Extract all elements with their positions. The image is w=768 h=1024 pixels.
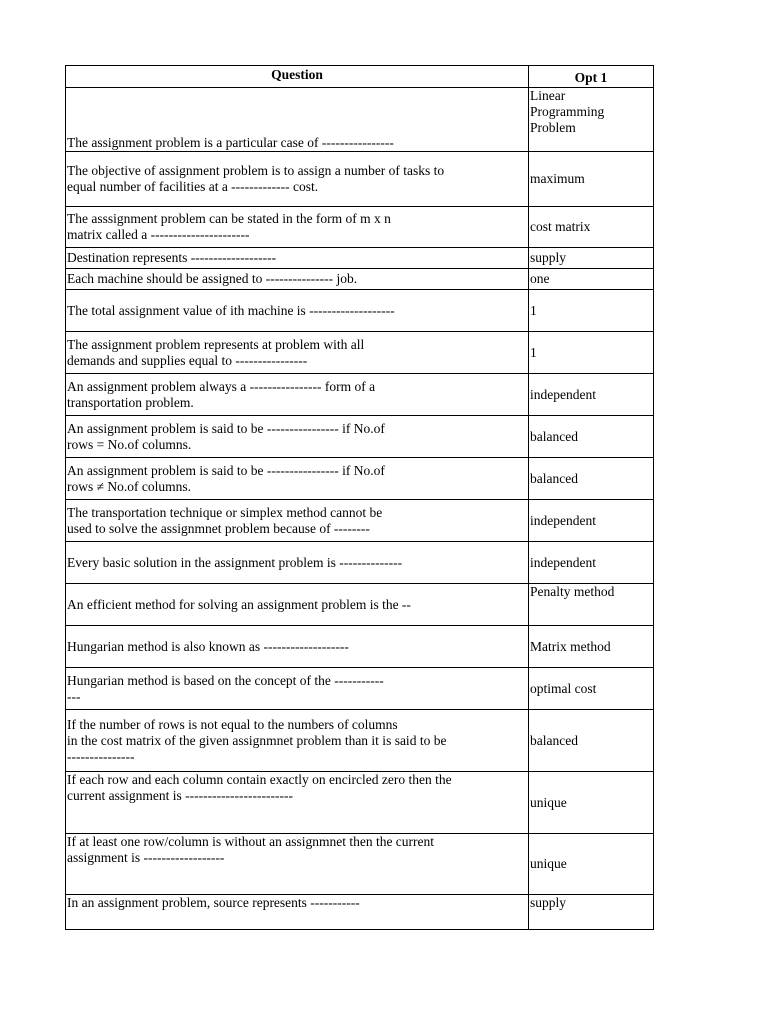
table-row (66, 269, 654, 290)
table-row (66, 374, 654, 416)
option-cell: supply (529, 895, 654, 930)
table-row (66, 416, 654, 458)
header-row (66, 66, 654, 88)
table-row (66, 152, 654, 207)
table-row (66, 290, 654, 332)
question-cell: If each row and each column contain exactly on encircled zero then the current assignment is ------------------------ (66, 772, 529, 834)
question-cell: The objective of assignment problem is to assign a number of tasks to equal number of facilities at a ------------- cost. (66, 152, 529, 207)
question-cell: Each machine should be assigned to --------------- job. (66, 269, 529, 290)
table-row (66, 542, 654, 584)
option-cell: independent (529, 542, 654, 584)
question-cell: Destination represents ------------------- (66, 248, 529, 269)
question-cell: The asssignment problem can be stated in the form of m x n matrix called a ---------------------- (66, 207, 529, 248)
table-row (66, 248, 654, 269)
table-row (66, 458, 654, 500)
table-row (66, 772, 654, 834)
option-cell: cost matrix (529, 207, 654, 248)
option-cell: optimal cost (529, 668, 654, 710)
option-cell: independent (529, 500, 654, 542)
question-cell: The transportation technique or simplex method cannot be used to solve the assignmnet problem because of -------- (66, 500, 529, 542)
option-cell: Penalty method (529, 584, 654, 626)
table-row (66, 710, 654, 772)
table-row (66, 668, 654, 710)
table-row (66, 895, 654, 930)
option-cell: Matrix method (529, 626, 654, 668)
table-row (66, 207, 654, 248)
option-cell: independent (529, 374, 654, 416)
table-row (66, 584, 654, 626)
question-header: Question (66, 66, 529, 88)
option-cell: balanced (529, 416, 654, 458)
option-cell: unique (529, 834, 654, 895)
question-cell: If the number of rows is not equal to the numbers of columns in the cost matrix of the given assignmnet problem than it is said to be --------------- (66, 710, 529, 772)
question-cell: An efficient method for solving an assignment problem is the -- (66, 584, 529, 626)
option-cell: Linear Programming Problem (529, 88, 654, 152)
option-cell: unique (529, 772, 654, 834)
question-cell: The total assignment value of ith machine is ------------------- (66, 290, 529, 332)
question-cell: An assignment problem is said to be ---------------- if No.of rows = No.of columns. (66, 416, 529, 458)
option-cell: maximum (529, 152, 654, 207)
question-cell: In an assignment problem, source represents ----------- (66, 895, 529, 930)
question-cell: An assignment problem is said to be ---------------- if No.of rows ≠ No.of columns. (66, 458, 529, 500)
question-cell: The assignment problem represents at problem with all demands and supplies equal to ---------------- (66, 332, 529, 374)
option-cell: 1 (529, 332, 654, 374)
question-cell: Hungarian method is also known as ------------------- (66, 626, 529, 668)
option-cell: one (529, 269, 654, 290)
question-cell: If at least one row/column is without an assignmnet then the current assignment is ------------------ (66, 834, 529, 895)
table-row (66, 88, 654, 152)
option-cell: balanced (529, 710, 654, 772)
table-row (66, 626, 654, 668)
table-row (66, 332, 654, 374)
question-cell: Hungarian method is based on the concept of the ----------- --- (66, 668, 529, 710)
question-table (65, 65, 654, 930)
table-row (66, 834, 654, 895)
table-row (66, 500, 654, 542)
question-cell: Every basic solution in the assignment problem is -------------- (66, 542, 529, 584)
option-cell: balanced (529, 458, 654, 500)
opt1-header: Opt 1 (529, 66, 654, 88)
option-cell: 1 (529, 290, 654, 332)
question-cell: An assignment problem always a ---------------- form of a transportation problem. (66, 374, 529, 416)
option-cell: supply (529, 248, 654, 269)
question-cell: The assignment problem is a particular case of ---------------- (66, 88, 529, 152)
